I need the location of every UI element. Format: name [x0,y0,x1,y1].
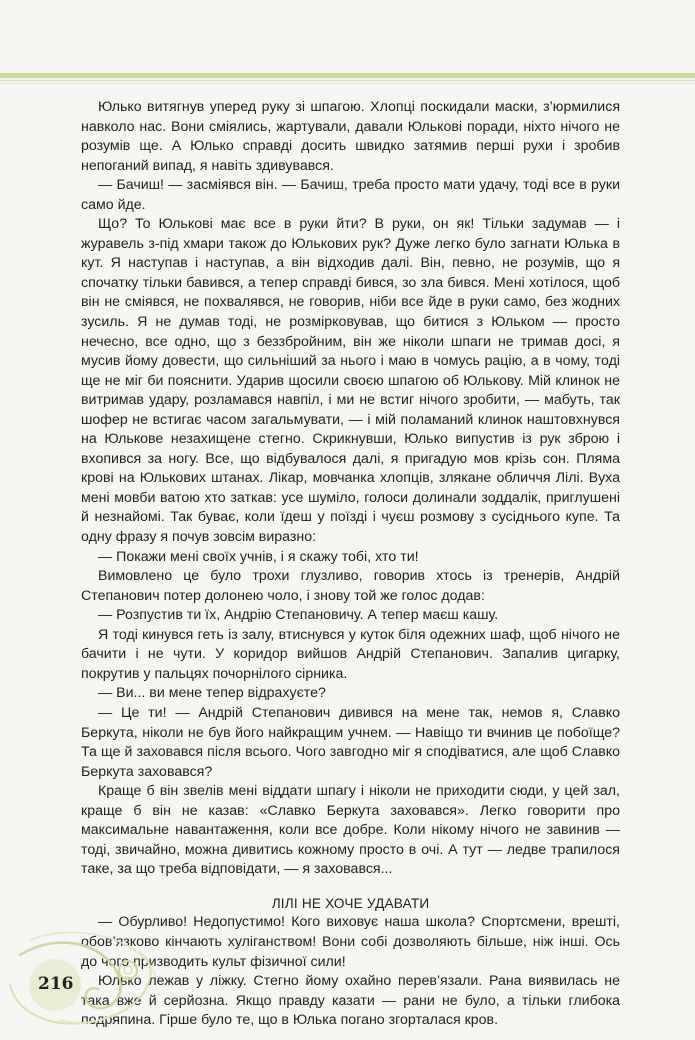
paragraph: — Це ти! — Андрій Степанович дивився на мене так, немов я, Славко Беркута, ніколи не був його найкращим учнем. — Навіщо ти вчинив це побоїще? Та ще й заховався після всього. Чого завгодно міг я сподіватися, але щоб Славко Беркута заховався? [81,704,620,780]
section-heading: ЛІЛІ НЕ ХОЧЕ УДАВАТИ [271,895,430,911]
paragraph: — Розпустив ти їх, Андрію Степановичу. А тепер маєш кашу. [98,607,499,624]
paragraph: — Бачиш! — засміявся він. — Бачиш, треба просто мати удачу, тоді все в руки само йде. [81,177,620,213]
page-body [81,98,620,1031]
paragraph: — Обурливо! Недопустимо! Кого виховує наша школа? Спортсмени, врешті, обов’язково кінчають хуліганством! Вони собі дозволяють більше, ніж інші. Ось до чого призводить культ фізичної сили! [81,914,620,970]
paragraph: Юлько витягнув уперед руку зі шпагою. Хлопці поскидали маски, з’юрмилися навколо нас. Вони сміялись, жартували, давали Юлькові поради, ніхто нічого не розумів ще. А Юлько справді досить швидко затямив перші рухи і зробив непоганий випад, я навіть здивувався. [81,99,620,174]
header-rule-thin [0,80,695,81]
paragraph: Юлько лежав у ліжку. Стегно йому охайно перев’язали. Рана виявилась не така вже й серйозна. Якщо правду казати — рани не було, а тільки глибока подряпина. Гірше було те, що в Юлька погано згорталася кров. [81,973,620,1029]
header-rule-thick [0,73,695,78]
paragraph: Краще б він звелів мені віддати шпагу і ніколи не приходити сюди, у цей зал, краще б він не казав: «Славко Беркута заховався». Легко говорити про максимальне навантаження, коли все добре. Коли нікому нічого не завинив — тоді, звичайно, можна дивитись кожному просто в очі. А тут — ледве трапилося таке, за що треба відповідати, — я заховався... [81,783,620,878]
paragraph: Я тоді кинувся геть із залу, втиснувся у куток біля одежних шаф, щоб нічого не бачити і не чути. У коридор вийшов Андрій Степанович. Запалив цигарку, покрутив у пальцях почорнілого сірника. [81,626,620,682]
paragraph: — Покажи мені своїх учнів, і я скажу тобі, хто ти! [98,548,419,565]
paragraph: Вимовлено це було трохи глузливо, говорив хтось із тренерів, Андрій Степанович потер долонею чоло, і знову той же голос додав: [81,568,620,604]
page-number: 216 [38,974,74,994]
header-rule-thin-2 [0,83,695,84]
corner-swirl-ornament [0,925,170,1035]
paragraph: Що? То Юлькові має все в руки йти? В руки, он як! Тільки задумав — і журавель з-під хмари також до Юлькових рук? Дуже легко було загнати Юлька в кут. Я наступав і наступав, а він відходив далі. Він, певно, не розумів, що я спочатку тільки бавився, а тепер справді бився, зо зла бився. Мені хотілося, щоб він не сміявся, не похвалявся, не говорив, ніби все йде в руки само, без жодних зусиль. Я не думав тоді, не розмірковував, що битися з Юльком — просто нечесно, все одно, що з беззбройним, він же ніколи шпаги не тримав досі, я мусив йому довести, що сильніший за нього і маю в чомусь рацію, а в чому, тоді ще не міг би пояснити. Ударив щосили своєю шпагою об Юлькову. Мій клинок не витримав удару, розламався навпіл, і ми не встиг нічого зробити, — мабуть, так шофер не встигає часом загальмувати, — і мій поламаний клинок наштовхнувся на Юлькове незахищене стегно. Скрикнувши, Юлько випустив із рук зброю і вхопився за ногу. Все, що відбувалося далі, я пригадую мов крізь сон. Пляма крові на Юлькових штанах. Лікар, мовчанка хлопців, злякане обличчя Лілі. Вуха мені мовби ватою хто заткав: усе шуміло, голоси долинали зоддалік, приглушені й незнайомі. Так буває, коли їдеш у поїзді і чуєш розмову з сусіднього купе. Та одну фразу я почув зовсім виразно: [81,216,620,546]
paragraph: — Ви... ви мене тепер відрахуєте? [98,685,326,702]
